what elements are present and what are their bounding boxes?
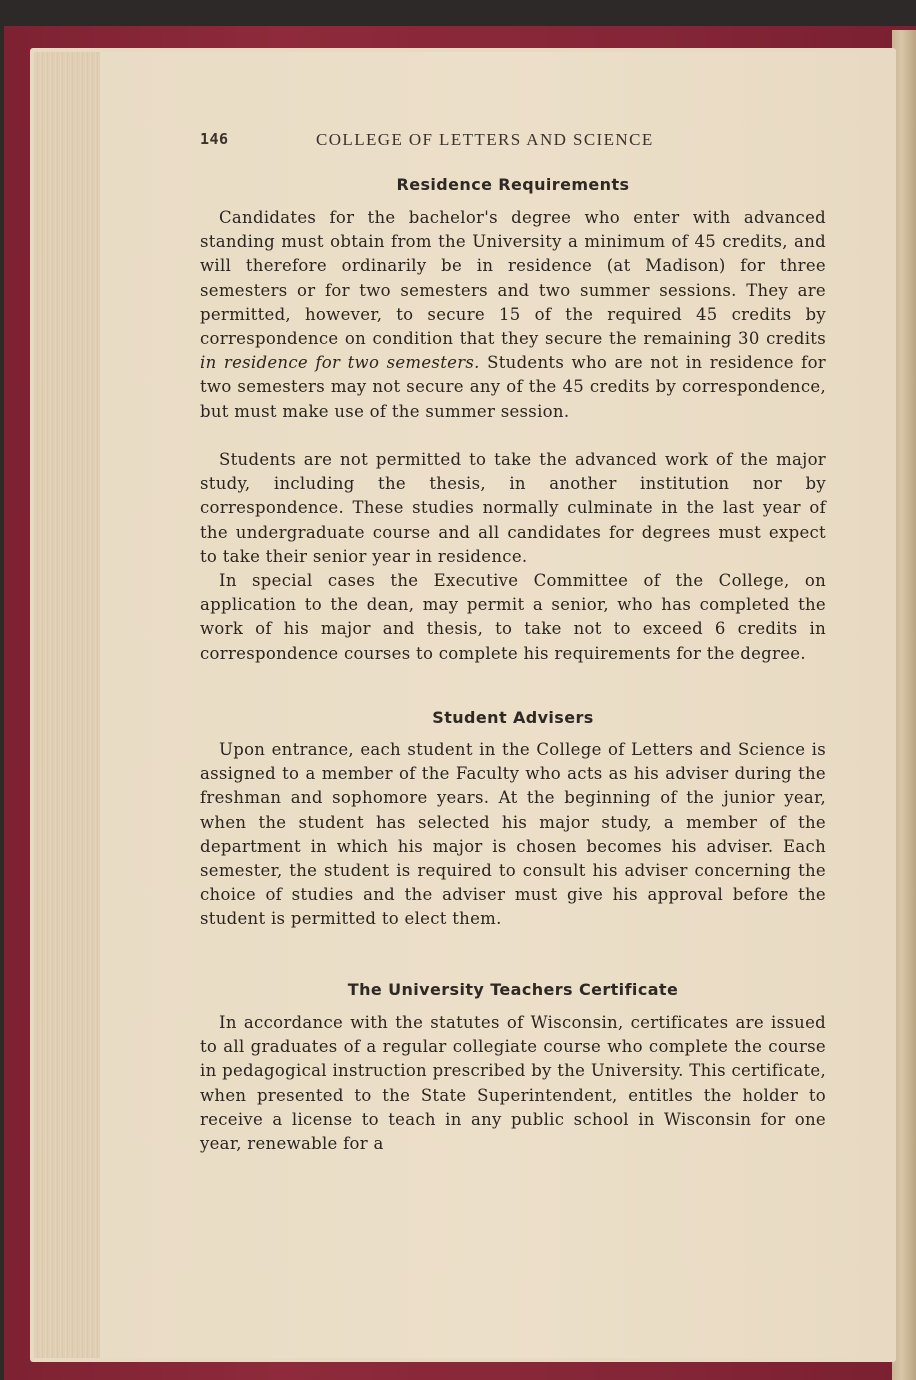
page-number: 146 [200, 130, 229, 148]
page-header [200, 130, 826, 154]
paragraph-text: Candidates for the bachelor's degree who enter with advanced standing must obtain from the University a minimum of 45 credits, and will therefore ordinarily be in residence (at Madison) for three semesters or for two semesters and two summer sessions. They are permitted, however, to secure 15 of the required 45 credits by correspondence on condition that they secure the remaining 30 credits [200, 208, 826, 349]
paragraph-residence-1 [200, 206, 826, 424]
paragraph-residence-2: Students are not permitted to take the advanced work of the major study, including the thesis, in another institution nor by correspondence. These studies normally culminate in the last year of the undergraduate course and all candidates for degrees must expect to take their senior year in residence. [200, 450, 826, 566]
paragraph-advisers-1: Upon entrance, each student in the College of Letters and Science is assigned to a member of the Faculty who acts as his adviser during the freshman and sophomore years. At the beginning of the junior year, when the student has selected his major study, a member of the department in which his major is chosen becomes his adviser. Each semester, the student is required to consult his adviser concerning the choice of studies and the adviser must give his approval before the student is permitted to elect them. [200, 740, 826, 929]
section-heading-advisers: Student Advisers [432, 708, 594, 727]
section-heading-certificate: The University Teachers Certificate [347, 980, 679, 999]
section-heading-residence: Residence Requirements [396, 175, 630, 194]
paragraph-certificate-1: In accordance with the statutes of Wisconsin, certificates are issued to all graduates of a regular collegiate course who complete the course in pedagogical instruction prescribed by the University. This certificate, when presented to the State Superintendent, entitles the holder to receive a license to teach in any public school in Wisconsin for one year, renewable for a [200, 1013, 826, 1154]
paragraph-italic-text: in residence for two semesters. [200, 353, 480, 373]
paragraph-residence-3: In special cases the Executive Committee of the College, on application to the dean, may permit a senior, who has completed the work of his major and thesis, to take not to exceed 6 credits in correspondence courses to complete his requirements for the degree. [200, 571, 826, 663]
running-head: COLLEGE OF LETTERS AND SCIENCE [316, 130, 654, 149]
paragraph-text: Students who are not in residence for two semesters may not secure any of the 45 credits by correspondence, but must make use of the summer session. [200, 353, 826, 421]
